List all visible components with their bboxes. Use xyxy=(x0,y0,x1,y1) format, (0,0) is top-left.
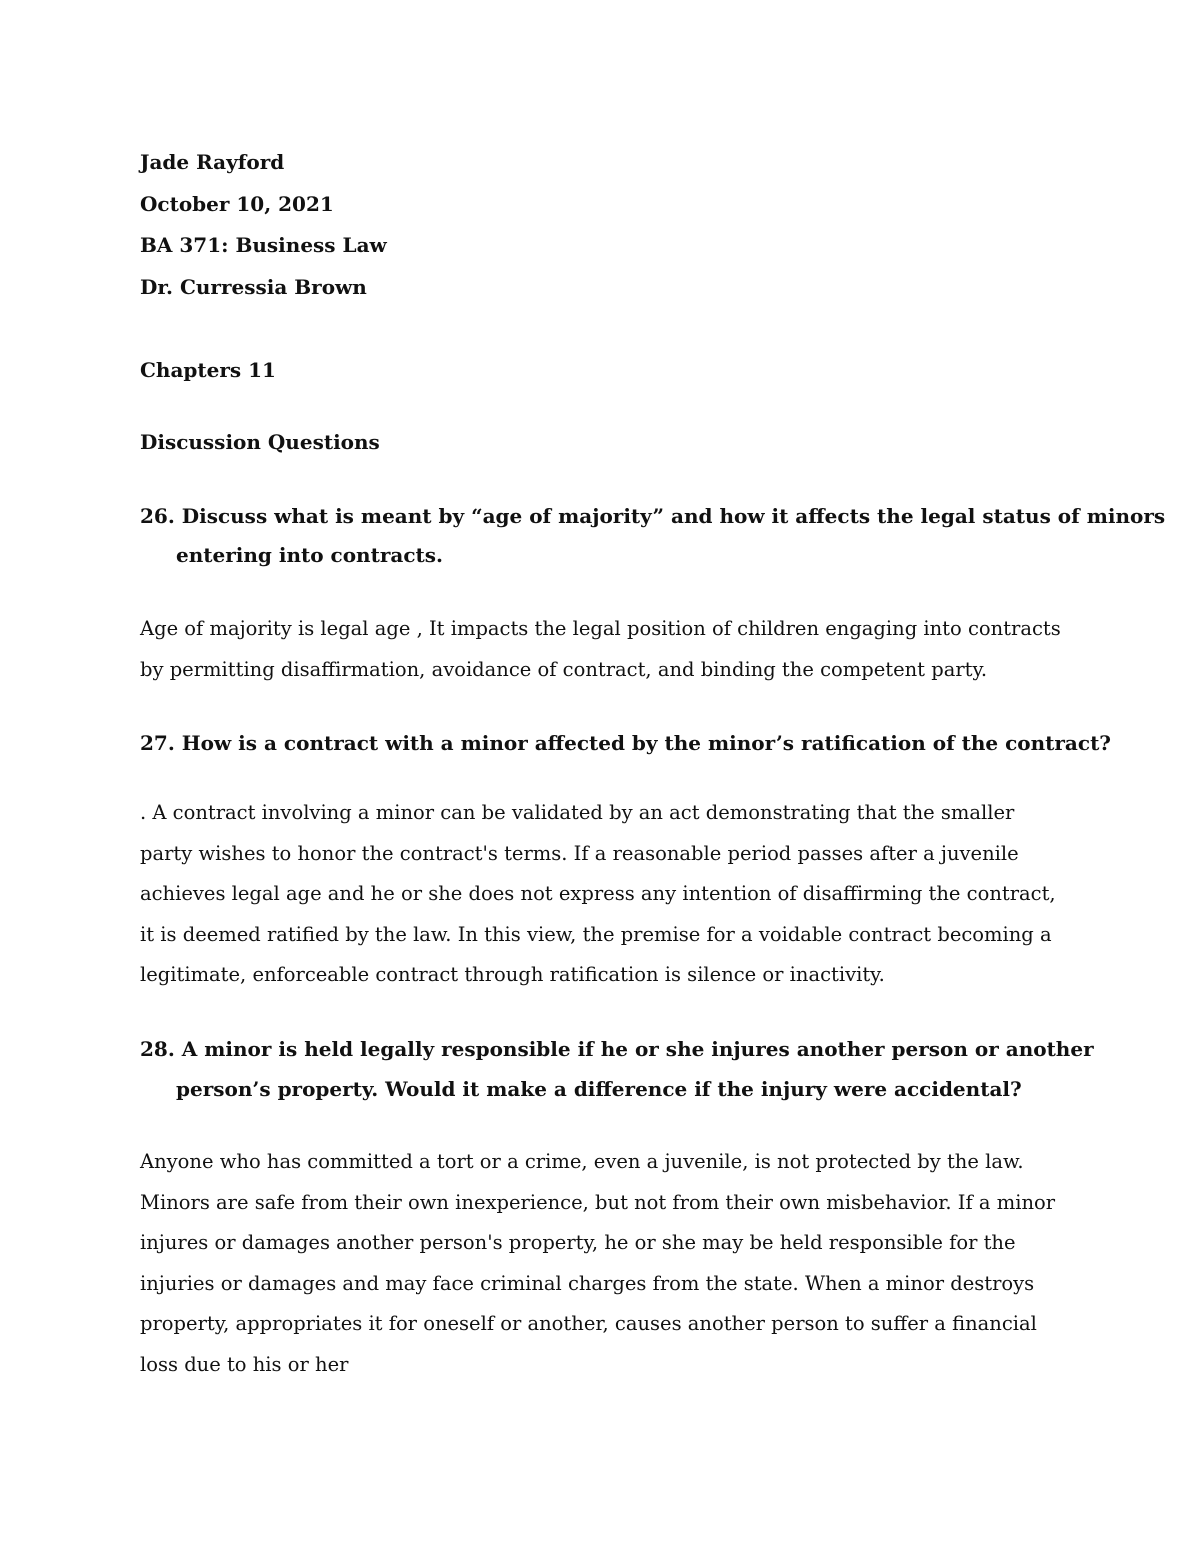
question-number: 27. xyxy=(140,731,175,755)
question-26-line-2: entering into contracts. xyxy=(176,543,443,567)
question-26-line-1 xyxy=(140,504,1165,528)
instructor-name: Dr. Curressia Brown xyxy=(140,275,367,299)
answer-26: Age of majority is legal age , It impacts the legal position of children engaging into contracts by permitting disaffirmation, avoidance of contract, and binding the competent party. xyxy=(140,617,1061,681)
question-number: 26. xyxy=(140,504,175,528)
document-date: October 10, 2021 xyxy=(140,192,334,216)
section-title: Discussion Questions xyxy=(140,430,380,454)
chapter-heading: Chapters 11 xyxy=(140,358,276,382)
answer-27: . A contract involving a minor can be validated by an act demonstrating that the smaller party wishes to honor the contract's terms. If a reasonable period passes after a juvenile achieves legal age and he or she does not express any intention of disaffirming the contract, it is deemed ratified by the law. In this view, the premise for a voidable contract becoming a legitimate, enforceable contract through ratification is silence or inactivity. xyxy=(140,801,1056,986)
question-28-line-1 xyxy=(140,1037,1094,1061)
question-text: How is a contract with a minor affected by the minor’s ratification of the contract? xyxy=(181,731,1112,755)
course-title: BA 371: Business Law xyxy=(140,233,387,257)
question-text: A minor is held legally responsible if he or she injures another person or another xyxy=(181,1037,1094,1061)
question-27-line-1 xyxy=(140,731,1111,755)
answer-28: Anyone who has committed a tort or a crime, even a juvenile, is not protected by the law. Minors are safe from their own inexperience, but not from their own misbehavior. If a minor injures or damages another person's property, he or she may be held responsible for the injuries or damages and may face criminal charges from the state. When a minor destroys property, appropriates it for oneself or another, causes another person to suffer a financial loss due to his or her xyxy=(140,1150,1056,1376)
question-28-line-2: person’s property. Would it make a difference if the injury were accidental? xyxy=(176,1077,1022,1101)
question-number: 28. xyxy=(140,1037,175,1061)
question-text: Discuss what is meant by “age of majority” and how it affects the legal status of minors xyxy=(181,504,1166,528)
author-name: Jade Rayford xyxy=(140,150,285,174)
